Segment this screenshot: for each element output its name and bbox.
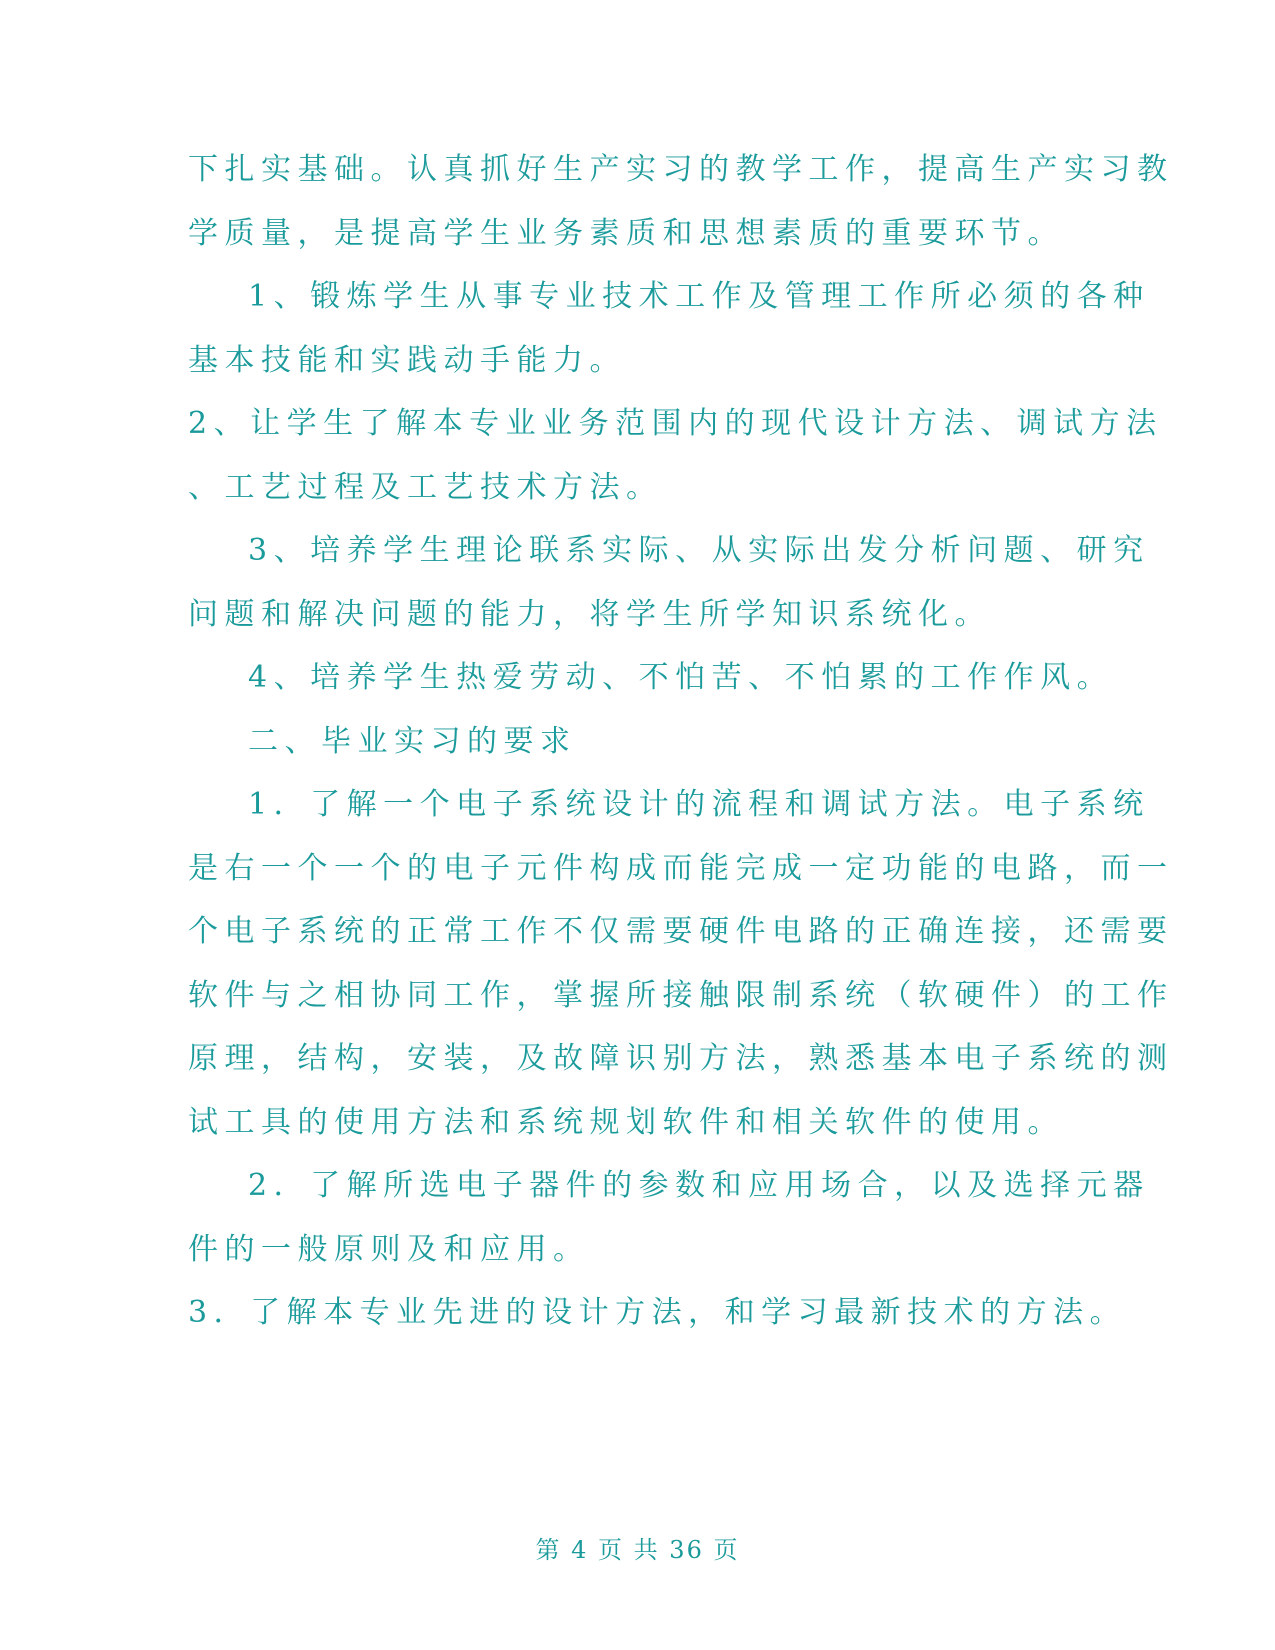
requirement-2-line: 2．了解所选电子器件的参数和应用场合，以及选择元器 [248, 1168, 1150, 1203]
requirement-1-line: 是右一个一个的电子元件构成而能完成一定功能的电路，而一 [188, 850, 1174, 886]
paragraph-line: 下扎实基础。认真抓好生产实习的教学工作，提高生产实习教 [188, 152, 1174, 187]
section-heading: 二、毕业实习的要求 [248, 723, 577, 759]
page-number-footer: 第 4 页 共 36 页 [535, 1536, 740, 1564]
paragraph-line: 学质量，是提高学生业务素质和思想素质的重要环节。 [188, 215, 1064, 251]
document-body [188, 138, 1174, 1345]
list-item-3-line: 问题和解决问题的能力，将学生所学知识系统化。 [188, 596, 991, 632]
requirement-1-line: 1．了解一个电子系统设计的流程和调试方法。电子系统 [248, 787, 1150, 822]
list-item-4-line: 4、培养学生热爱劳动、不怕苦、不怕累的工作作风。 [248, 660, 1114, 695]
requirement-2-line: 件的一般原则及和应用。 [188, 1231, 590, 1267]
list-item-1-line: 1、锻炼学生从事专业技术工作及管理工作所必须的各种 [248, 279, 1150, 314]
list-item-2-line: 、工艺过程及工艺技术方法。 [188, 469, 663, 505]
requirement-1-line: 软件与之相协同工作，掌握所接触限制系统（软硬件）的工作 [188, 977, 1174, 1013]
list-item-2-line: 2、让学生了解本专业业务范围内的现代设计方法、调试方法 [188, 406, 1163, 441]
list-item-3-line: 3、培养学生理论联系实际、从实际出发分析问题、研究 [248, 533, 1150, 568]
requirement-1-line: 试工具的使用方法和系统规划软件和相关软件的使用。 [188, 1104, 1064, 1140]
requirement-3-line: 3．了解本专业先进的设计方法，和学习最新技术的方法。 [188, 1295, 1127, 1330]
requirement-1-line: 原理，结构，安装，及故障识别方法，熟悉基本电子系统的测 [188, 1041, 1174, 1076]
list-item-1-line: 基本技能和实践动手能力。 [188, 342, 626, 378]
requirement-1-line: 个电子系统的正常工作不仅需要硬件电路的正确连接，还需要 [188, 914, 1174, 949]
